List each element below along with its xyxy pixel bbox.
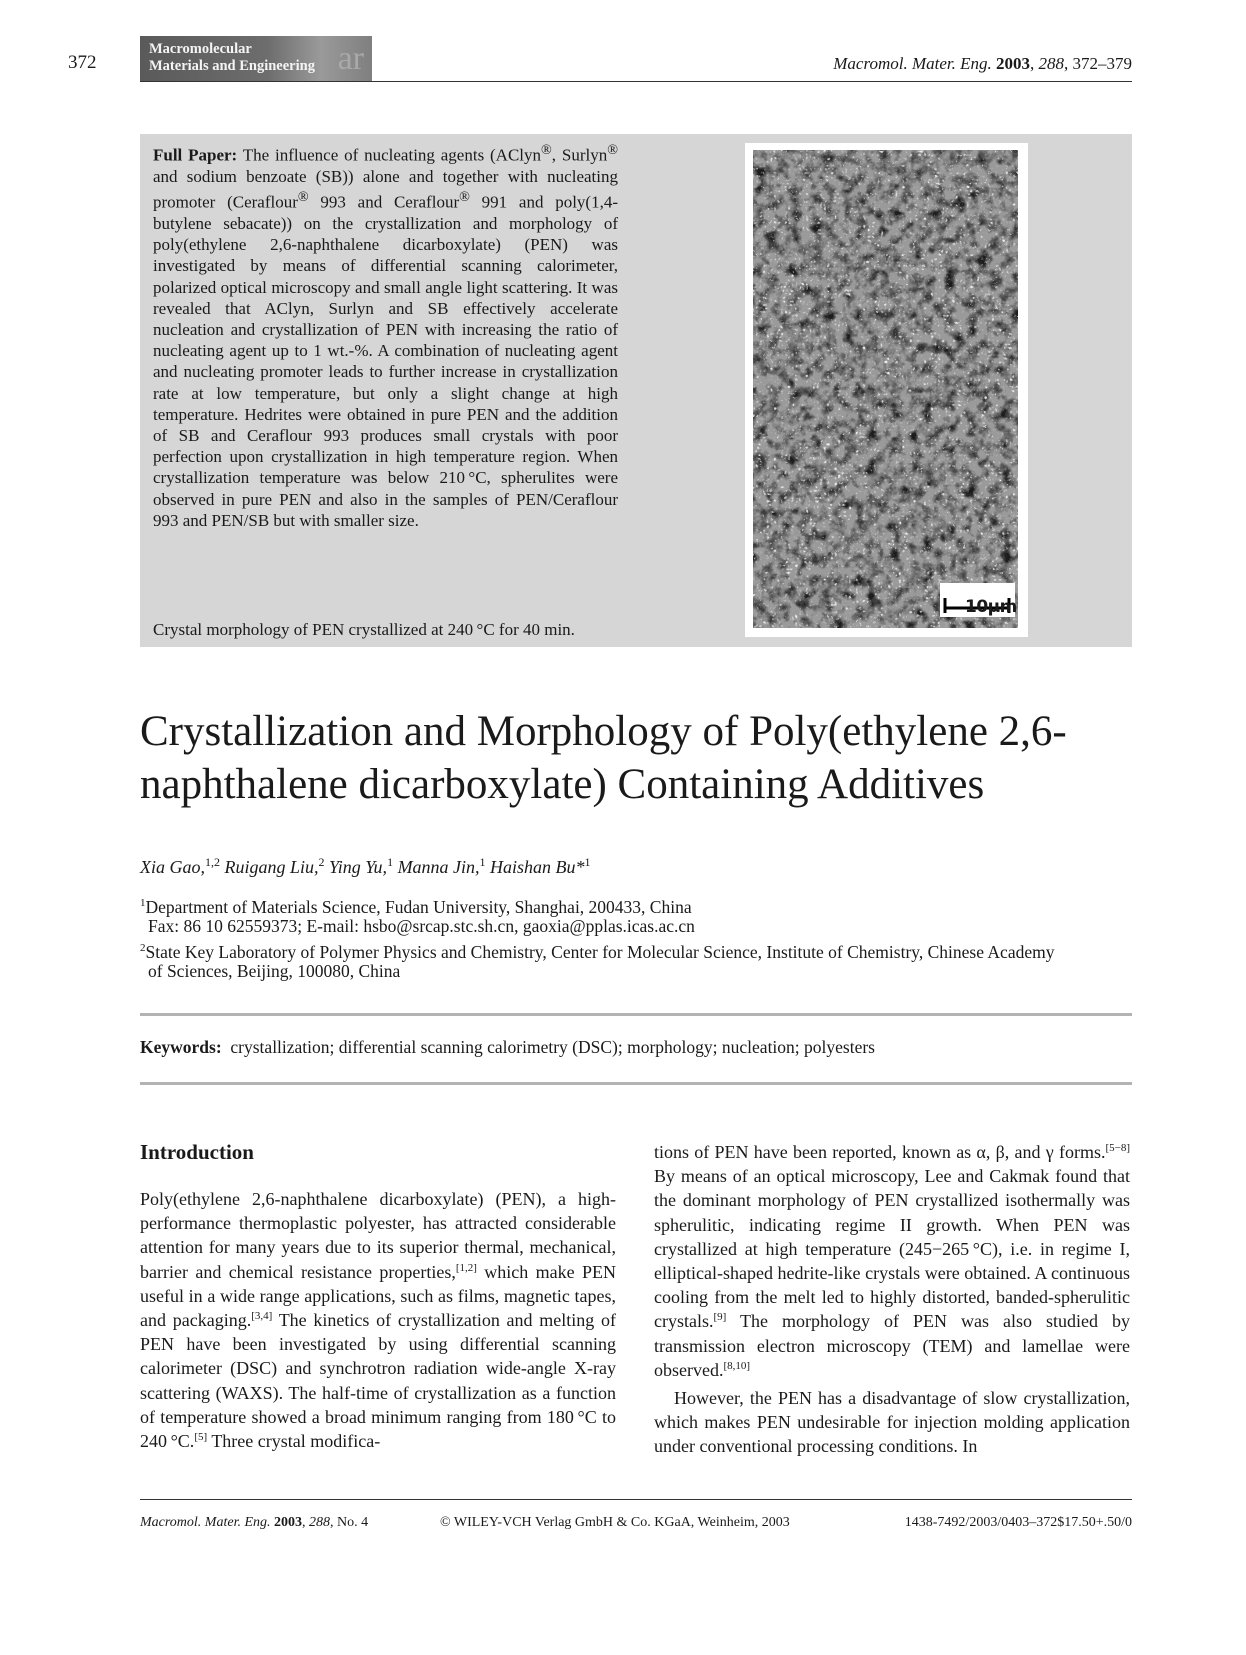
affiliation-2 <box>140 937 1135 963</box>
abstract-seg: The influence of nucleating agents (AClyn <box>237 145 542 165</box>
citation-ref[interactable]: [9] <box>713 1311 727 1324</box>
text-seg: The morphology of PEN was also studied by transmission electron microscopy (TEM) and lamellae were observed. <box>654 1311 1130 1380</box>
body-column-left <box>140 1187 616 1453</box>
reg-mark: ® <box>459 189 470 206</box>
section-heading: Introduction <box>140 1140 254 1164</box>
affiliation-contact: Fax: 86 10 62559373; E-mail: hsbo@srcap.stc.sh.cn, gaoxia@pplas.icas.ac.cn <box>148 916 695 936</box>
micrograph-image <box>745 143 1028 637</box>
footer-volume: 288 <box>309 1515 331 1530</box>
header-year: 2003 <box>996 54 1030 73</box>
affiliation-text: State Key Laboratory of Polymer Physics and Chemistry, Center for Molecular Science, Institute of Chemistry, Chinese Academy <box>145 941 1055 962</box>
author-affiliation: 1,2 <box>205 855 220 869</box>
keywords <box>140 1037 875 1058</box>
text-seg: The kinetics of crystallization and melting of PEN have been investigated by using differential scanning calorimeter (DSC) and synchrotron radiation wide-angle X-ray scattering (WAXS). The half-time of crystallization as a function of temperature showed a broad minimum ranging from 180 °C to 240 °C. <box>140 1310 616 1452</box>
footer-copyright: © WILEY-VCH Verlag GmbH & Co. KGaA, Weinheim, 2003 <box>440 1515 790 1530</box>
abstract-seg: , Surlyn <box>551 145 608 165</box>
abstract-seg: 991 and poly(1,4-butylene sebacate)) on the crystallization and morphology of poly(ethylene 2,6-naphthalene dicarboxylate) (PEN) was investigated by means of differential scanning calorimeter, polarized optical microscopy and small angle light scattering. It was revealed that AClyn, Surlyn and SB effectively accelerate nucleation and crystallization of PEN with increasing the ratio of nucleating agent up to 1 wt.-%. A combination of nucleating agent and nucleating promoter leads to further increase in crystallization rate at low temperature, but only a slight change at high temperature. Hedrites were obtained in pure PEN and the addition of SB and Ceraflour 993 produces small crystals with poor perfection upon crystallization in high temperature region. When crystallization temperature was below 210 °C, spherulites were observed in pure PEN and also in the samples of PEN/Ceraflour 993 and PEN/SB but with smaller size. <box>153 192 618 530</box>
author-affiliation: 1 <box>584 855 591 869</box>
citation-ref[interactable]: [3,4] <box>251 1310 273 1323</box>
header-pages: , 372–379 <box>1064 54 1132 73</box>
reg-mark: ® <box>607 142 618 158</box>
affiliation-2-continued: of Sciences, Beijing, 100080, China <box>148 961 401 981</box>
paragraph: However, the PEN has a disadvantage of slow crystallization, which makes PEN undesirable for injection molding application under conventional processing conditions. In <box>654 1388 1130 1457</box>
header-rule <box>140 81 1132 82</box>
paragraph <box>140 1187 616 1453</box>
author-affiliation: 2 <box>318 855 325 869</box>
text-seg: Three crystal modifica- <box>207 1431 381 1452</box>
micrograph-svg <box>745 143 1028 637</box>
author-list <box>140 855 591 878</box>
text-seg: tions of PEN have been reported, known as α, β, and γ forms. <box>654 1142 1106 1162</box>
header-journal: Macromol. Mater. Eng. <box>833 54 992 73</box>
header-volume: 288 <box>1038 54 1064 73</box>
text-seg: Poly(ethylene 2,6-naphthalene dicarboxylate) (PEN), a high-performance thermoplastic polyester, has attracted considerable attention for many years due to its superior thermal, mechanical, barrier and chemical resistance properties, <box>140 1189 616 1282</box>
author-name: Haishan Bu* <box>485 857 585 877</box>
affiliation-1 <box>140 892 1135 918</box>
keywords-text: crystallization; differential scanning calorimetry (DSC); morphology; nucleation; polyesters <box>230 1037 875 1057</box>
footer-year: 2003 <box>274 1515 303 1530</box>
text-seg: By means of an optical microscopy, Lee and Cakmak found that the dominant morphology of PEN crystallized isothermally was spherulitic, indicating regime II growth. When PEN was crystallized at high temperature (245−265 °C), i.e. in regime I, elliptical-shaped hedrite-like crystals were obtained. A continuous cooling from the melt led to highly distorted, banded-spherulitic crystals. <box>654 1166 1130 1332</box>
footer-journal: Macromol. Mater. Eng. <box>140 1515 271 1530</box>
reg-mark: ® <box>541 142 552 158</box>
keywords-rule-bottom <box>140 1082 1132 1085</box>
keywords-label: Keywords: <box>140 1037 222 1057</box>
abstract-seg: 993 and Ceraflour <box>308 192 460 212</box>
author-name: Manna Jin, <box>393 857 480 877</box>
text-seg: which make PEN useful in a wide range applications, such as films, magnetic tapes, and packaging. <box>140 1261 616 1331</box>
scale-bar-label: 10μm <box>965 597 1017 617</box>
reg-mark: ® <box>297 189 309 206</box>
affiliation-number: 2 <box>140 942 146 954</box>
affiliation-text: Department of Materials Science, Fudan University, Shanghai, 200433, China <box>145 896 692 917</box>
journal-logo <box>140 36 372 81</box>
citation-ref[interactable]: [5] <box>194 1431 208 1444</box>
footer-issue: , No. 4 <box>330 1515 369 1530</box>
citation-ref[interactable]: [8,10] <box>723 1359 751 1372</box>
abstract-label: Full Paper: <box>153 145 238 165</box>
footer-citation: Macromol. Mater. Eng. 2003, 288, No. 4 <box>140 1515 369 1530</box>
figure-caption: Crystal morphology of PEN crystallized at 240 °C for 40 min. <box>153 620 575 639</box>
footer-price-code: 1438-7492/2003/0403–372$17.50+.50/0 <box>904 1515 1132 1530</box>
author-name: Ying Yu, <box>324 857 388 877</box>
author-affiliation: 1 <box>479 855 486 869</box>
affiliation-number: 1 <box>140 897 146 909</box>
logo-line1: Macromolecular <box>149 41 252 57</box>
author-affiliation: 1 <box>387 855 394 869</box>
paper-title: Crystallization and Morphology of Poly(ethylene 2,6-naphthalene dicarboxylate) Containing Additives <box>140 708 1067 808</box>
abstract-text <box>153 140 618 531</box>
logo-line2: Materials and Engineering <box>149 58 315 74</box>
page-number: 372 <box>68 52 97 73</box>
keywords-rule-top <box>140 1013 1132 1016</box>
citation-ref[interactable]: [1,2] <box>455 1261 477 1274</box>
footer-rule <box>140 1499 1132 1500</box>
header-citation: Macromol. Mater. Eng. 2003, 288, 372–379 <box>833 54 1132 73</box>
author-name: Ruigang Liu, <box>220 857 319 877</box>
body-column-right <box>654 1140 1130 1459</box>
paragraph <box>654 1140 1130 1382</box>
abstract-seg: and sodium benzoate (SB)) alone and together with nucleating promoter (Ceraflour <box>153 166 618 212</box>
logo-watermark: ar <box>337 40 364 77</box>
author-name: Xia Gao, <box>140 857 205 877</box>
citation-ref[interactable]: [5−8] <box>1105 1142 1130 1154</box>
